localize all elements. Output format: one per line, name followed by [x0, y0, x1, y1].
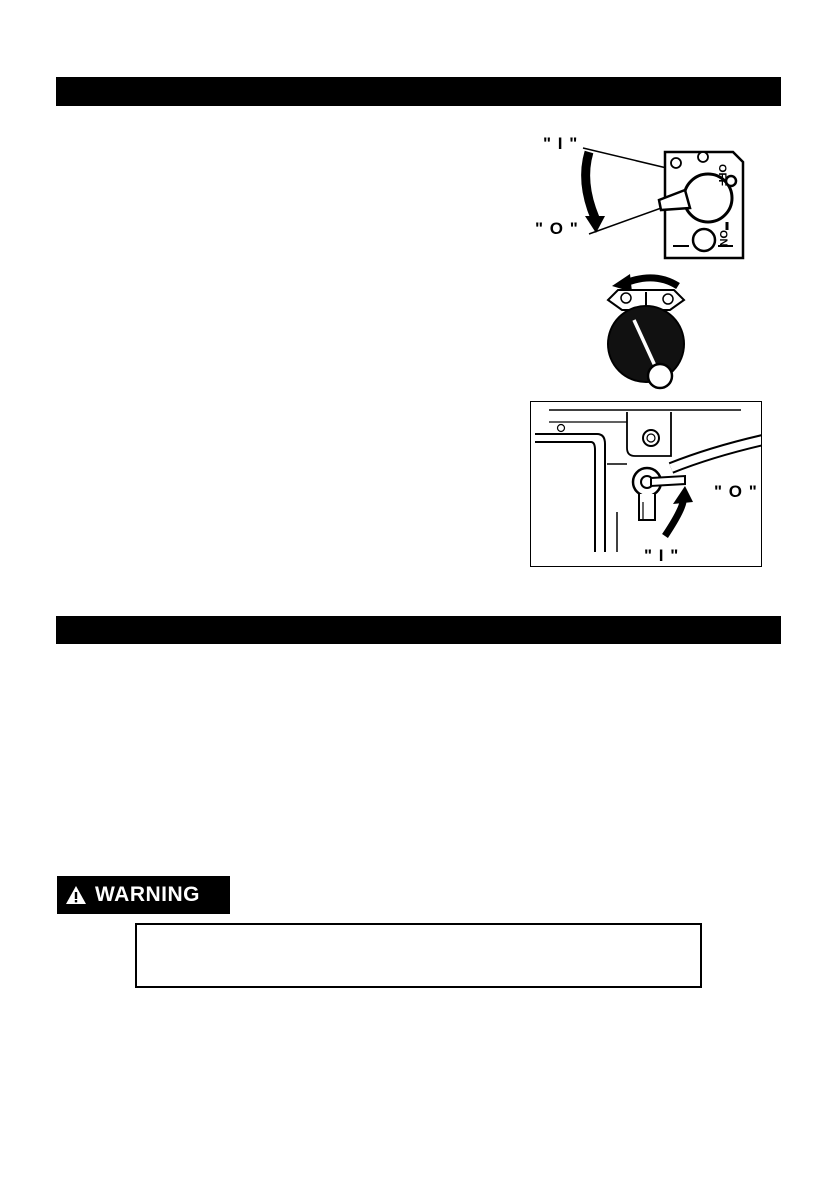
label-valve-o: " O " — [714, 482, 758, 501]
valve-figure — [530, 401, 762, 567]
switch-figure — [525, 130, 755, 265]
label-position-o-bottom: " O " — [535, 219, 579, 238]
warning-badge — [57, 876, 230, 914]
warning-box — [135, 923, 702, 988]
label-valve-i: " I " — [644, 546, 680, 565]
section-header-bar-2 — [56, 616, 781, 644]
label-position-i-top: " I " — [543, 134, 579, 153]
switch-off-label: OFF — [716, 164, 728, 186]
knob-figure — [596, 270, 696, 395]
switch-on-label: ON — [717, 230, 729, 247]
warning-triangle-icon — [65, 885, 87, 905]
knob-diagram-icon — [596, 270, 696, 395]
section-header-bar-1 — [56, 77, 781, 106]
warning-label-text: WARNING — [95, 883, 200, 906]
